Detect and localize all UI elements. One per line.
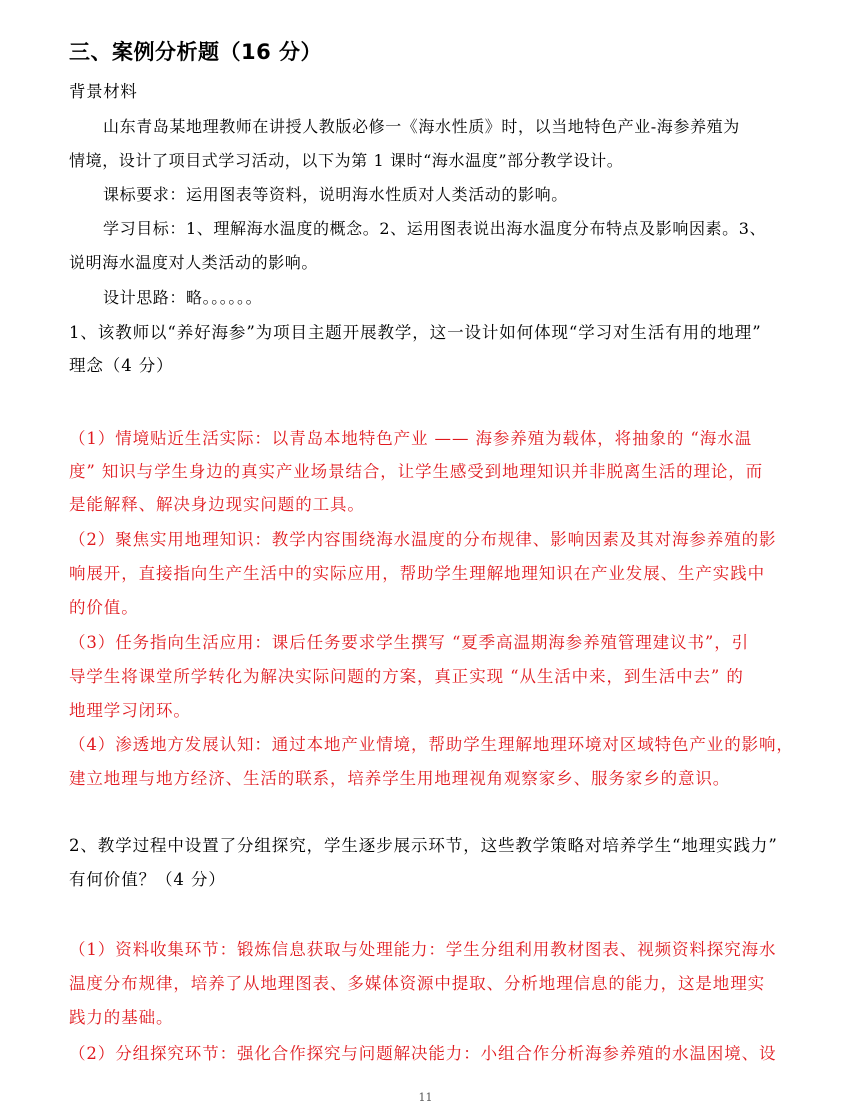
material-label: 背景材料 [69, 82, 138, 101]
question-1-line-1: 1、该教师以“养好海参”为项目主题开展教学，这一设计如何体现“学习对生活有用的地理” [69, 323, 762, 342]
answer-2-line: 温度分布规律，培养了从地理图表、多媒体资源中提取、分析地理信息的能力，这是地理实 [69, 974, 765, 993]
answer-1-line: 建立地理与地方经济、生活的联系，培养学生用地理视角观察家乡、服务家乡的意识。 [69, 769, 731, 788]
answer-1-line: （2）聚焦实用地理知识：教学内容围绕海水温度的分布规律、影响因素及其对海参养殖的影 [69, 530, 777, 549]
learning-goal-line-2: 说明海水温度对人类活动的影响。 [69, 253, 319, 272]
answer-1-line: 地理学习闭环。 [69, 701, 191, 720]
answer-1-line: 是能解释、解决身边现实问题的工具。 [69, 495, 365, 514]
question-1-line-2: 理念（4 分） [69, 356, 174, 375]
answer-1-line: 响展开，直接指向生产生活中的实际应用，帮助学生理解地理知识在产业发展、生产实践中 [69, 564, 765, 583]
intro-line-1: 山东青岛某地理教师在讲授人教版必修一《海水性质》时，以当地特色产业-海参养殖为 [103, 117, 740, 136]
answer-1-line: 导学生将课堂所学转化为解决实际问题的方案，真正实现 “从生活中来，到生活中去” 的 [69, 667, 744, 686]
design-idea: 设计思路：略。。。。。。 [103, 288, 263, 307]
answer-1-line: （3）任务指向生活应用：课后任务要求学生撰写 “夏季高温期海参养殖管理建议书”，引 [69, 633, 750, 652]
intro-line-2: 情境，设计了项目式学习活动，以下为第 1 课时“海水温度”部分教学设计。 [69, 151, 624, 170]
answer-1-line: （1）情境贴近生活实际：以青岛本地特色产业 —— 海参养殖为载体，将抽象的 “海水温 [69, 429, 752, 448]
answer-2-line: （2）分组探究环节：强化合作探究与问题解决能力：小组合作分析海参养殖的水温困境、设 [69, 1044, 777, 1063]
page-number: 11 [418, 1091, 433, 1104]
answer-1-line: （4）渗透地方发展认知：通过本地产业情境，帮助学生理解地理环境对区域特色产业的影响， [69, 735, 794, 754]
answer-2-line: （1）资料收集环节：锻炼信息获取与处理能力：学生分组利用教材图表、视频资料探究海水 [69, 940, 777, 959]
answer-1-line: 度” 知识与学生身边的真实产业场景结合，让学生感受到地理知识并非脱离生活的理论，而 [69, 462, 764, 481]
question-2-line-1: 2、教学过程中设置了分组探究，学生逐步展示环节，这些教学策略对培养学生“地理实践力” [69, 836, 778, 855]
answer-2-line: 践力的基础。 [69, 1008, 174, 1027]
question-2-line-2: 有何价值？（4 分） [69, 870, 226, 889]
answer-1-line: 的价值。 [69, 598, 139, 617]
learning-goal-line-1: 学习目标：1、理解海水温度的概念。2、运用图表说出海水温度分布特点及影响因素。3、 [103, 219, 767, 238]
section-title: 三、案例分析题（16 分） [69, 40, 323, 64]
standard-requirement: 课标要求：运用图表等资料，说明海水性质对人类活动的影响。 [103, 185, 568, 204]
